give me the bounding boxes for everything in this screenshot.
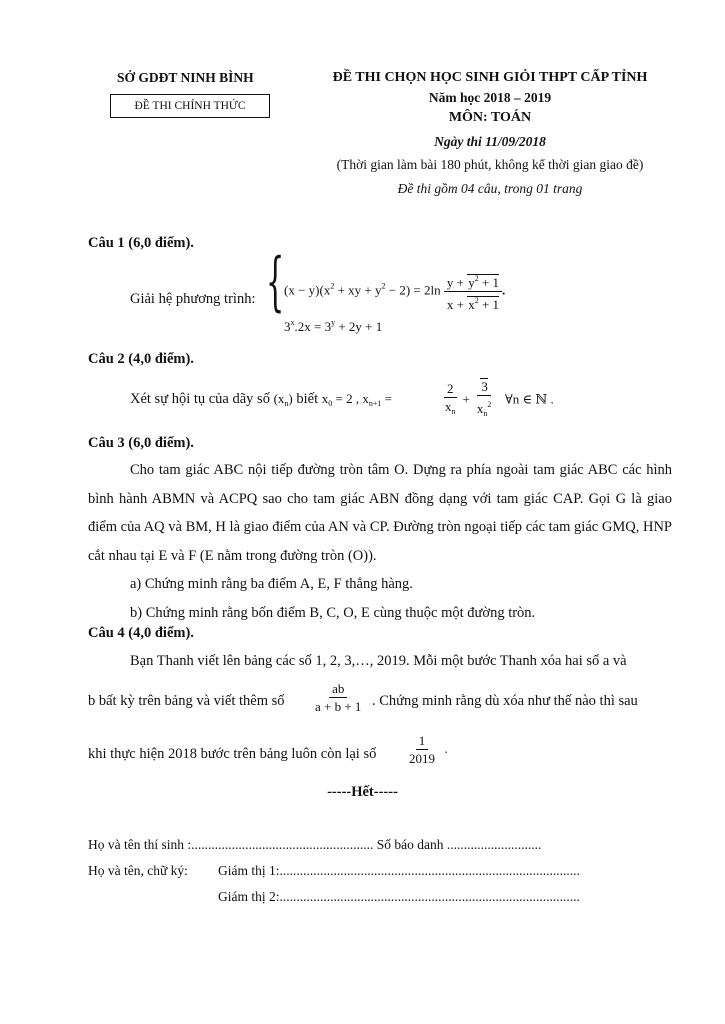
question-3-part-b: b) Chứng minh rằng bốn điểm B, C, O, E cùng thuộc một đường tròn. bbox=[130, 604, 536, 621]
question-4-line-1: Bạn Thanh viết lên bảng các số 1, 2, 3,…, 2019. Mỗi một bước Thanh xóa hai số a và bbox=[130, 653, 627, 669]
exam-title: ĐỀ THI CHỌN HỌC SINH GIỎI THPT CẤP TỈNH bbox=[332, 70, 648, 85]
official-badge: ĐỀ THI CHÍNH THỨC bbox=[110, 94, 270, 118]
question-1-title: Câu 1 (6,0 điểm). bbox=[88, 235, 194, 251]
signature-label: Họ và tên, chữ ký: bbox=[88, 863, 188, 878]
equation-2: $3^x.2x = 3^y + 2y + 1$ bbox=[284, 318, 383, 334]
exam-info: Đề thi gồm 04 câu, trong 01 trang bbox=[397, 181, 583, 196]
proctor-2-line: Giám thị 2:......................................................................................... bbox=[218, 889, 580, 904]
question-2-title: Câu 2 (4,0 điểm). bbox=[88, 351, 194, 367]
system-brace: { bbox=[266, 245, 285, 319]
ln-fraction: $\frac{y + y^2 + 1}{x + x^2 + 1}$ bbox=[444, 270, 502, 313]
question-3-part-a: a) Chứng minh rằng ba điểm A, E, F thẳng hàng. bbox=[130, 576, 413, 592]
result-fraction: $\frac{1}{2019}$ . bbox=[409, 733, 448, 766]
question-3-statement: Cho tam giác ABC nội tiếp đường tròn tâm O. Dựng ra phía ngoài tam giác ABC các hình bình hành ABMN và ACPQ sao cho tam giác ABN đồng dạng với tam giác CAP. Gọi G là giao điểm của AQ và BM, H là giao điểm của AN và CP. Đường tròn ngoại tiếp các tam giác GMQ, HNP cắt nhau tại E và F (E nằm trong đường tròn (O)). bbox=[88, 462, 672, 564]
question-1-prompt: Giải hệ phương trình: bbox=[130, 291, 256, 307]
subject: MÔN: TOÁN bbox=[448, 110, 532, 125]
question-2-text: Xét sự hội tụ của dãy số $(x_n)$ biết $x_0 = 2$ , $x_{n+1}$ = bbox=[130, 391, 392, 408]
question-2-biet: biết bbox=[296, 391, 319, 407]
question-4-line-2a: b bất kỳ trên bảng và viết thêm số bbox=[88, 693, 285, 709]
question-4-title: Câu 4 (4,0 điểm). bbox=[88, 625, 194, 641]
question-2-prompt: Xét sự hội tụ của dãy số bbox=[130, 391, 270, 407]
department-name: SỞ GDĐT NINH BÌNH bbox=[117, 70, 254, 85]
equation-1: $(x - y)(x^2$ + xy + $y^2 - 2) = 2\ln$ $\frac{y + y^2 + 1}{x + x^2 + 1}$ . bbox=[284, 270, 505, 313]
sequence-formula: $\frac{2}{x_n}$ + $\frac{3}{x_n^2}$ ∀n ∈ ℕ . bbox=[445, 379, 554, 418]
ab-fraction: $\frac{ab}{a + b + 1}$ bbox=[315, 681, 362, 714]
question-3-title: Câu 3 (6,0 điểm). bbox=[88, 435, 194, 451]
exam-date: Ngày thi 11/09/2018 bbox=[434, 134, 546, 149]
question-4-line-3: khi thực hiện 2018 bước trên bảng luôn còn lại số bbox=[88, 746, 377, 762]
proctor-1-line: Giám thị 1:......................................................................................... bbox=[218, 863, 580, 878]
question-4-line-2b: . Chứng minh rằng dù xóa như thế nào thì sau bbox=[372, 693, 638, 709]
candidate-line: Họ và tên thí sinh :...................................................... Số báo danh ............................ bbox=[88, 837, 542, 852]
duration: (Thời gian làm bài 180 phút, không kể thời gian giao đề) bbox=[336, 157, 644, 172]
question-3-body bbox=[88, 456, 672, 627]
school-year: Năm học 2018 – 2019 bbox=[428, 90, 552, 105]
end-mark: -----Hết----- bbox=[327, 784, 398, 800]
